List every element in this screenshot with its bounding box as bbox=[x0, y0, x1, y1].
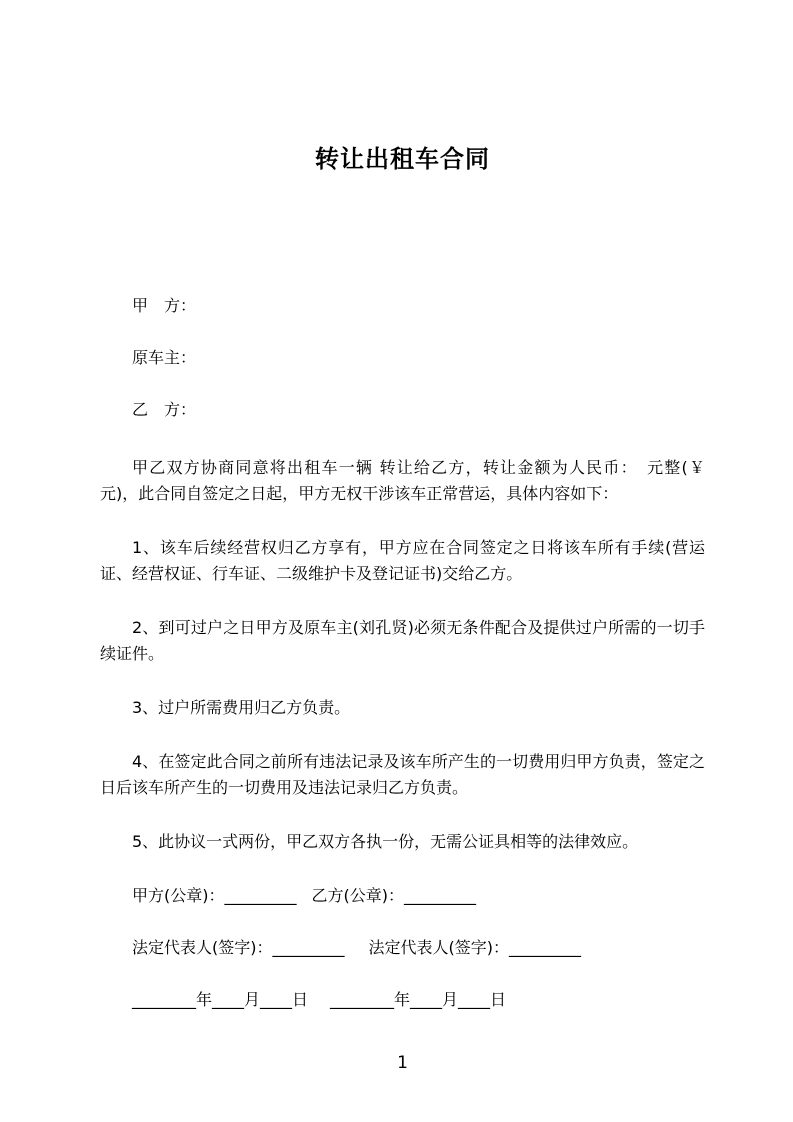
intro-paragraph: 甲乙双方协商同意将出租车一辆 转让给乙方，转让金额为人民币： 元整(￥ 元)，此合同自签定之日起，甲方无权干涉该车正常营运，具体内容如下： bbox=[100, 458, 705, 503]
clause-1: 1、该车后续经营权归乙方享有，甲方应在合同签定之日将该车所有手续(营运证、经营权证、行车证、二级维护卡及登记证书)交给乙方。 bbox=[100, 538, 705, 583]
page-number: 1 bbox=[397, 1053, 408, 1073]
original-owner-line: 原车主： bbox=[132, 348, 197, 367]
party-a-line: 甲 方： bbox=[132, 296, 197, 315]
date-row bbox=[100, 987, 705, 1013]
document-title: 转让出租车合同 bbox=[315, 145, 490, 173]
party-a-date-blank: ________年____月____日 bbox=[132, 990, 309, 1009]
party-b-seal-blank: 乙方(公章)：_________ bbox=[311, 886, 476, 905]
clause-5: 5、此协议一式两份，甲乙双方各执一份，无需公证具相等的法律效应。 bbox=[132, 832, 639, 851]
clause-2: 2、到可过户之日甲方及原车主(刘孔贤)必须无条件配合及提供过户所需的一切手续证件。 bbox=[100, 618, 705, 663]
seal-signature-row bbox=[100, 883, 705, 909]
clause-4: 4、在签定此合同之前所有违法记录及该车所产生的一切费用归甲方负责，签定之日后该车所产生的一切费用及违法记录归乙方负责。 bbox=[100, 752, 705, 797]
party-b-date-blank: ________年____月____日 bbox=[330, 990, 507, 1009]
clause-3: 3、过户所需费用归乙方负责。 bbox=[132, 698, 351, 717]
party-a-seal-blank: 甲方(公章)：_________ bbox=[132, 886, 297, 905]
party-b-line: 乙 方： bbox=[132, 400, 197, 419]
party-a-representative-blank: 法定代表人(签字)：_________ bbox=[132, 938, 345, 957]
party-b-representative-blank: 法定代表人(签字)：_________ bbox=[368, 938, 581, 957]
representative-signature-row bbox=[100, 935, 705, 961]
